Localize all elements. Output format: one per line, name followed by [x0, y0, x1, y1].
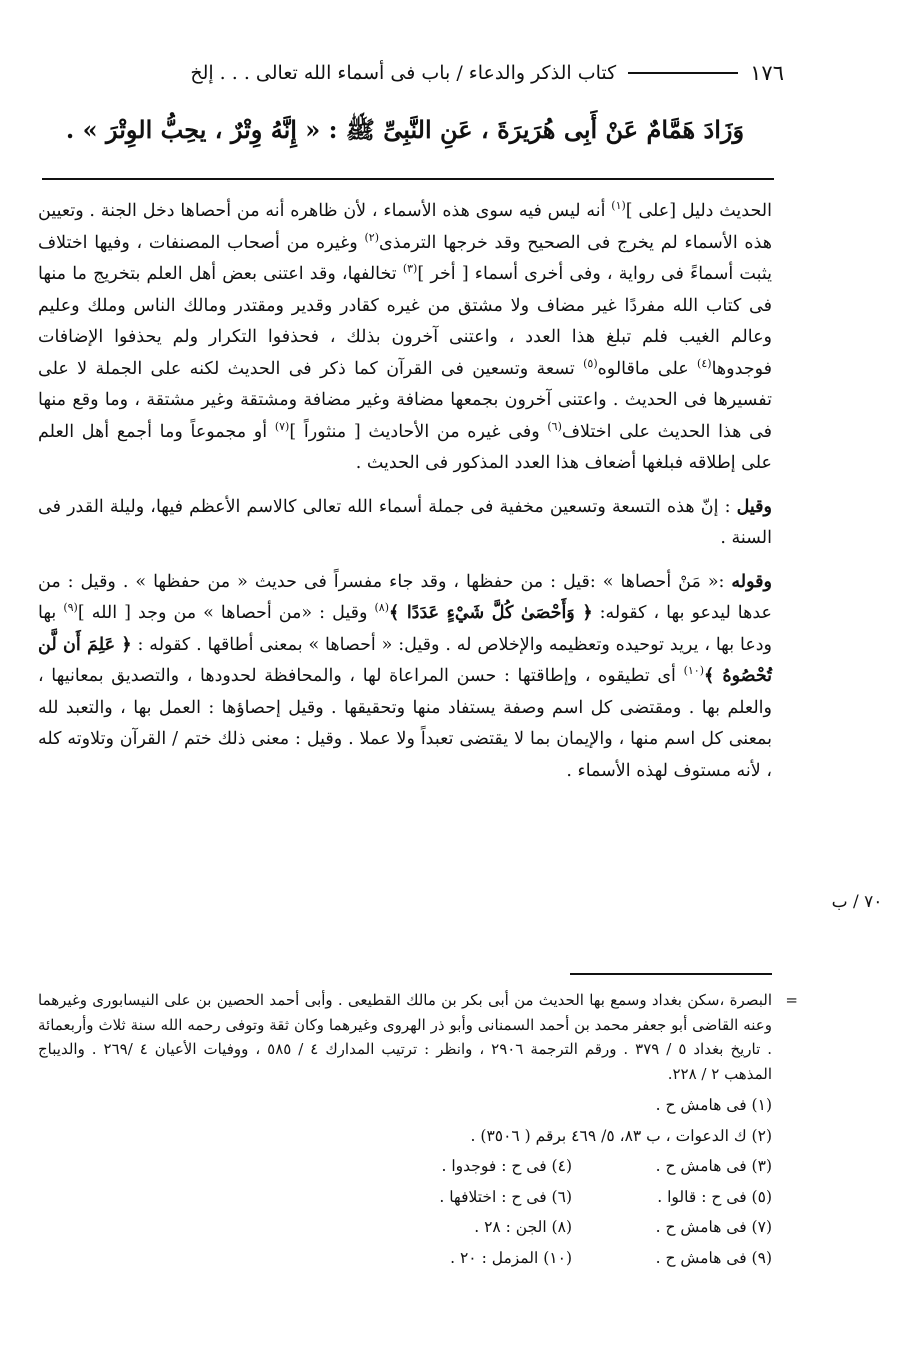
footnote-text: البصرة ،سكن بغداد وسمع بها الحديث من أبى بكر بن مالك القطيعى . وأبى أحمد الحصين بن على النيسابورى وغيرهما وعنه القاضى أبو جعفر محمد بن أحمد السمنانى وأبو ذر الهروى وغيرهما وكان ثقة وتوفى رحمه الله سنة ثلاث وأربعمائة . تاريخ بغداد ٥ / ٣٧٩ . ورقم الترجمة ٢٩٠٦ ، وانظر : ترتيب المدارك ٤ / ٥٨٥ ، ووفيات الأعيان ٤ /٢٦٩ . والديباج المذهب ٢ / ٢٢٨. [38, 991, 773, 1083]
text-run: أنه ليس فيه سوى هذه الأسماء ، لأن ظاهره أنه من أحصاها دخل الجنة . وتعيين هذه الأسماء لم يخرج فى الصحيح وقد خرجها الترمذى [38, 201, 772, 253]
footnote-row [38, 1243, 772, 1274]
text-run: الحديث دليل [على ] [625, 201, 772, 221]
footnote-ref: (٥) [583, 356, 598, 370]
footnote-ref: (٢) [364, 230, 379, 244]
footnote: (٤) فى ح : فوجدوا . [441, 1157, 572, 1175]
footnote-ref: (١٠) [683, 664, 704, 678]
continuation-marker: = [785, 991, 798, 1009]
footnote-row [38, 1182, 772, 1213]
footnote-rule [570, 973, 772, 975]
paragraph-2 [38, 492, 772, 555]
paragraph-1 [38, 196, 772, 480]
lead-word: وقوله [731, 571, 772, 592]
quran-verse: ﴿ عَلِمَ أَن لَّن تُحْصُوهُ ﴾ [38, 634, 772, 686]
footnote: (٩) فى هامش ح . [655, 1248, 772, 1267]
footnote: (٨) الجن : ٢٨ . [474, 1218, 572, 1236]
footnote-ref: (٤) [697, 356, 712, 370]
footnote-ref: (٩) [63, 601, 78, 615]
page-header [32, 58, 784, 88]
text-run: بها ودعا بها ، يريد توحيده وتعظيمه والإخلاص له . وقيل: « أحصاها » بمعنى أطاقها . كقوله : [38, 603, 772, 655]
text-run: وقيل : «من أحصاها » من وجد [ الله ] [77, 603, 375, 623]
footnote-row [38, 1121, 772, 1152]
footnote: (٢) ك الدعوات ، ب ٨٣، ٥/ ٤٦٩ برقم ( ٣٥٠٦) . [470, 1126, 772, 1145]
commentary-text [38, 196, 772, 787]
footnote: (٥) فى ح : قالوا . [657, 1187, 772, 1206]
page-number: ١٧٦ [750, 61, 784, 85]
footnotes [38, 1090, 772, 1273]
lead-word: وقيل [736, 496, 772, 517]
footnote-ref: (٣) [402, 262, 418, 276]
footnote-row [38, 1212, 772, 1243]
footnote: (٧) فى هامش ح . [655, 1218, 772, 1236]
footnote-ref: (٧) [274, 419, 290, 433]
running-title: كتاب الذكر والدعاء / باب فى أسماء الله تعالى . . . إلخ [190, 62, 617, 84]
text-run: وغيره من أصحاب المصنفات ، وفيها اختلاف يثبت أسماءً فى رواية ، وفى أخرى أسماء [ أخر ] [38, 232, 772, 284]
text-run: وفى غيره من الأحاديث [ منثوراً ] [289, 421, 548, 442]
header-rule [628, 72, 738, 74]
footnote: (١) فى هامش ح . [655, 1096, 772, 1114]
footnote-row [38, 1151, 772, 1182]
footnote-continuation [38, 988, 798, 1086]
text-run: :« مَنْ أحصاها » :قيل : من حفظها ، وقد جاء مفسراً فى حديث « من حفظها » . وقيل : من عدها ليدعو بها ، كقوله: [38, 571, 772, 623]
hadith-line: وَزَادَ هَمَّامٌ عَنْ أَبِى هُرَيرَةَ ، عَنِ النَّبِىِّ ﷺ : « إِنَّهُ وِتْرٌ ، يحِبُّ الوِتْرَ » . [65, 115, 745, 144]
footnote-ref: (٨) [374, 601, 389, 615]
footnote-row [38, 1090, 772, 1121]
text-run: أو مجموعاً وما أجمع أهل العلم على إطلاقه فبلغها أضعاف هذا العدد المذكور فى الحديث . [38, 421, 772, 473]
manuscript-folio-marker: ٧٠ / ب [831, 892, 883, 912]
text-run: تخالفها، وقد اعتنى بعض أهل العلم بتخريج ما منها فى كتاب الله مفردًا غير مضاف ولا مشتق من غيره كقادر وقدير ومقتدر ومالك الناس وملك وعليم وعالم الغيب فلم تبلغ هذا العدد ، واعتنى آخرون بذلك ، فحذفوا التكرار ولم يحذفوا الإضافات فوجدوها [38, 264, 772, 379]
quran-verse: ﴿ وَأَحْصَىٰ كُلَّ شَيْءٍ عَدَدًا ﴾ [389, 603, 593, 623]
footnote-ref: (١) [611, 199, 626, 213]
separator-rule [42, 178, 774, 180]
footnote-ref: (٦) [547, 419, 562, 433]
footnote: (٣) فى هامش ح . [655, 1157, 772, 1175]
text-run: أى تطيقوه ، وإطاقتها : حسن المراعاة لها ، والمحافظة لحدودها ، والتصديق بمعانيها ، والعلم بها . ومقتضى كل اسم وصفة يستفاد منها وتحقيقها . وقيل إحصاؤها : العمل بها ، والتعبد لله بمعنى كل اسم منها ، والإيمان بما لا يقتضى تعبداً ولا عملا . وقيل : معنى ذلك ختم / القرآن وتلاوته كله ، لأنه مستوف لهذه الأسماء . [38, 666, 772, 781]
footnote: (١٠) المزمل : ٢٠ . [450, 1248, 572, 1267]
text-run: على ماقالوه [597, 358, 698, 379]
footnote: (٦) فى ح : اختلافها . [439, 1187, 572, 1206]
text-run: : إنّ هذه التسعة وتسعين مخفية فى جملة أسماء الله تعالى كالاسم الأعظم فيها، وليلة القدر فى السنة . [38, 496, 772, 548]
paragraph-3 [38, 567, 772, 788]
text-run: تسعة وتسعين فى القرآن كما ذكر فى الحديث لكنه على الجملة لا على تفسيرها فى الحديث . واعتنى آخرون بجمعها مضافة وغير مضافة ومشتقة وغير مشتقة ، وما وقع منها فى هذا الحديث على اختلاف [38, 358, 773, 442]
